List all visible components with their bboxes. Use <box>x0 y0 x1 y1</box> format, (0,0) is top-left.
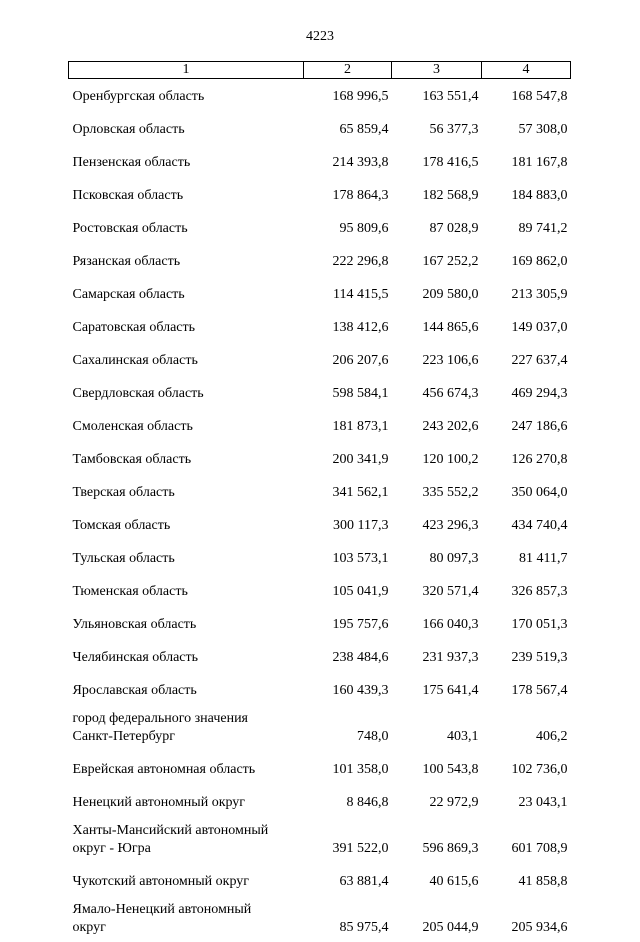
region-name-cell <box>69 784 304 817</box>
value-cell-col2: 103 573,1 <box>304 540 392 573</box>
value-cell-col4: 239 519,3 <box>482 639 571 672</box>
value-cell-col3: 120 100,2 <box>392 441 482 474</box>
region-name-line: город федерального значения <box>73 710 304 728</box>
region-name-line: Ханты-Мансийский автономный <box>73 822 304 840</box>
region-name-cell <box>69 817 304 863</box>
table-row <box>69 408 571 441</box>
value-cell-col2: 238 484,6 <box>304 639 392 672</box>
region-name-line: Ярославская область <box>73 682 304 700</box>
value-cell-col2: 341 562,1 <box>304 474 392 507</box>
value-cell-col3: 243 202,6 <box>392 408 482 441</box>
table-row <box>69 144 571 177</box>
region-name-line: Тюменская область <box>73 583 304 601</box>
value-cell-col2: 8 846,8 <box>304 784 392 817</box>
value-cell-col3: 456 674,3 <box>392 375 482 408</box>
region-name-line: Свердловская область <box>73 385 304 403</box>
region-name-cell <box>69 896 304 942</box>
value-cell-col4: 601 708,9 <box>482 817 571 863</box>
table-row <box>69 79 571 112</box>
table-body <box>69 79 571 942</box>
region-name-line: Рязанская область <box>73 253 304 271</box>
value-cell-col4: 434 740,4 <box>482 507 571 540</box>
region-name-line: Самарская область <box>73 286 304 304</box>
table-row <box>69 817 571 863</box>
value-cell-col2: 114 415,5 <box>304 276 392 309</box>
value-cell-col2: 65 859,4 <box>304 111 392 144</box>
value-cell-col2: 63 881,4 <box>304 863 392 896</box>
table-header <box>69 62 571 79</box>
value-cell-col4: 406,2 <box>482 705 571 751</box>
region-name-line: Ульяновская область <box>73 616 304 634</box>
value-cell-col2: 85 975,4 <box>304 896 392 942</box>
value-cell-col3: 205 044,9 <box>392 896 482 942</box>
page-number: 4223 <box>0 29 640 45</box>
table-row <box>69 751 571 784</box>
region-name-cell <box>69 540 304 573</box>
value-cell-col4: 23 043,1 <box>482 784 571 817</box>
value-cell-col4: 326 857,3 <box>482 573 571 606</box>
value-cell-col3: 182 568,9 <box>392 177 482 210</box>
table-row <box>69 784 571 817</box>
value-cell-col2: 598 584,1 <box>304 375 392 408</box>
value-cell-col4: 169 862,0 <box>482 243 571 276</box>
table-row <box>69 111 571 144</box>
value-cell-col3: 403,1 <box>392 705 482 751</box>
value-cell-col4: 350 064,0 <box>482 474 571 507</box>
value-cell-col4: 184 883,0 <box>482 177 571 210</box>
region-name-cell <box>69 672 304 705</box>
column-header-2: 2 <box>304 62 392 79</box>
value-cell-col3: 40 615,6 <box>392 863 482 896</box>
value-cell-col3: 320 571,4 <box>392 573 482 606</box>
value-cell-col4: 149 037,0 <box>482 309 571 342</box>
region-name-cell <box>69 751 304 784</box>
region-name-line: Ямало-Ненецкий автономный <box>73 901 304 919</box>
budget-table <box>68 61 571 942</box>
table-row <box>69 441 571 474</box>
value-cell-col2: 200 341,9 <box>304 441 392 474</box>
value-cell-col3: 163 551,4 <box>392 79 482 112</box>
column-header-3: 3 <box>392 62 482 79</box>
region-name-cell <box>69 863 304 896</box>
header-row <box>69 62 571 79</box>
value-cell-col3: 166 040,3 <box>392 606 482 639</box>
region-name-cell <box>69 79 304 112</box>
column-header-4: 4 <box>482 62 571 79</box>
region-name-cell <box>69 441 304 474</box>
value-cell-col3: 209 580,0 <box>392 276 482 309</box>
value-cell-col3: 231 937,3 <box>392 639 482 672</box>
region-name-cell <box>69 408 304 441</box>
table-row <box>69 210 571 243</box>
value-cell-col4: 227 637,4 <box>482 342 571 375</box>
value-cell-col3: 335 552,2 <box>392 474 482 507</box>
table-row <box>69 507 571 540</box>
value-cell-col3: 175 641,4 <box>392 672 482 705</box>
value-cell-col3: 87 028,9 <box>392 210 482 243</box>
table-row <box>69 276 571 309</box>
value-cell-col3: 223 106,6 <box>392 342 482 375</box>
value-cell-col3: 167 252,2 <box>392 243 482 276</box>
table-row <box>69 177 571 210</box>
value-cell-col2: 206 207,6 <box>304 342 392 375</box>
value-cell-col2: 195 757,6 <box>304 606 392 639</box>
region-name-cell <box>69 243 304 276</box>
value-cell-col3: 100 543,8 <box>392 751 482 784</box>
value-cell-col3: 596 869,3 <box>392 817 482 863</box>
value-cell-col2: 300 117,3 <box>304 507 392 540</box>
value-cell-col2: 95 809,6 <box>304 210 392 243</box>
value-cell-col4: 213 305,9 <box>482 276 571 309</box>
value-cell-col4: 205 934,6 <box>482 896 571 942</box>
value-cell-col4: 41 858,8 <box>482 863 571 896</box>
value-cell-col3: 178 416,5 <box>392 144 482 177</box>
region-name-cell <box>69 210 304 243</box>
value-cell-col2: 391 522,0 <box>304 817 392 863</box>
value-cell-col4: 168 547,8 <box>482 79 571 112</box>
region-name-line: Томская область <box>73 517 304 535</box>
value-cell-col3: 144 865,6 <box>392 309 482 342</box>
region-name-line: Сахалинская область <box>73 352 304 370</box>
region-name-cell <box>69 177 304 210</box>
value-cell-col4: 170 051,3 <box>482 606 571 639</box>
region-name-cell <box>69 507 304 540</box>
value-cell-col4: 126 270,8 <box>482 441 571 474</box>
value-cell-col4: 181 167,8 <box>482 144 571 177</box>
region-name-line: Тамбовская область <box>73 451 304 469</box>
region-name-line: Еврейская автономная область <box>73 761 304 779</box>
value-cell-col2: 101 358,0 <box>304 751 392 784</box>
region-name-cell <box>69 375 304 408</box>
value-cell-col4: 89 741,2 <box>482 210 571 243</box>
region-name-cell <box>69 111 304 144</box>
table-row <box>69 896 571 942</box>
value-cell-col2: 181 873,1 <box>304 408 392 441</box>
region-name-line: Псковская область <box>73 187 304 205</box>
value-cell-col2: 105 041,9 <box>304 573 392 606</box>
table-row <box>69 639 571 672</box>
region-name-cell <box>69 144 304 177</box>
region-name-line: Саратовская область <box>73 319 304 337</box>
value-cell-col2: 168 996,5 <box>304 79 392 112</box>
region-name-cell <box>69 342 304 375</box>
table-row <box>69 375 571 408</box>
region-name-line: Чукотский автономный округ <box>73 873 304 891</box>
table-row <box>69 573 571 606</box>
region-name-cell <box>69 309 304 342</box>
region-name-line: Смоленская область <box>73 418 304 436</box>
region-name-line: Пензенская область <box>73 154 304 172</box>
table-row <box>69 474 571 507</box>
value-cell-col3: 80 097,3 <box>392 540 482 573</box>
value-cell-col3: 423 296,3 <box>392 507 482 540</box>
region-name-line: округ - Югра <box>73 840 304 858</box>
value-cell-col2: 214 393,8 <box>304 144 392 177</box>
value-cell-col4: 178 567,4 <box>482 672 571 705</box>
region-name-line: округ <box>73 919 304 937</box>
region-name-line: Тульская область <box>73 550 304 568</box>
table-row <box>69 243 571 276</box>
region-name-cell <box>69 573 304 606</box>
value-cell-col4: 57 308,0 <box>482 111 571 144</box>
region-name-line: Ростовская область <box>73 220 304 238</box>
value-cell-col3: 56 377,3 <box>392 111 482 144</box>
region-name-line: Челябинская область <box>73 649 304 667</box>
value-cell-col3: 22 972,9 <box>392 784 482 817</box>
region-name-line: Оренбургская область <box>73 88 304 106</box>
region-name-line: Орловская область <box>73 121 304 139</box>
value-cell-col4: 81 411,7 <box>482 540 571 573</box>
region-name-cell <box>69 705 304 751</box>
region-name-line: Ненецкий автономный округ <box>73 794 304 812</box>
region-name-cell <box>69 276 304 309</box>
region-name-cell <box>69 606 304 639</box>
table-row <box>69 863 571 896</box>
region-name-line: Санкт-Петербург <box>73 728 304 746</box>
value-cell-col4: 469 294,3 <box>482 375 571 408</box>
table-row <box>69 705 571 751</box>
value-cell-col2: 748,0 <box>304 705 392 751</box>
value-cell-col2: 160 439,3 <box>304 672 392 705</box>
value-cell-col2: 138 412,6 <box>304 309 392 342</box>
region-name-cell <box>69 474 304 507</box>
column-header-1: 1 <box>69 62 304 79</box>
value-cell-col4: 247 186,6 <box>482 408 571 441</box>
table-row <box>69 309 571 342</box>
value-cell-col2: 178 864,3 <box>304 177 392 210</box>
region-name-cell <box>69 639 304 672</box>
table-row <box>69 342 571 375</box>
table-row <box>69 672 571 705</box>
region-name-line: Тверская область <box>73 484 304 502</box>
table-row <box>69 540 571 573</box>
value-cell-col2: 222 296,8 <box>304 243 392 276</box>
value-cell-col4: 102 736,0 <box>482 751 571 784</box>
table-row <box>69 606 571 639</box>
